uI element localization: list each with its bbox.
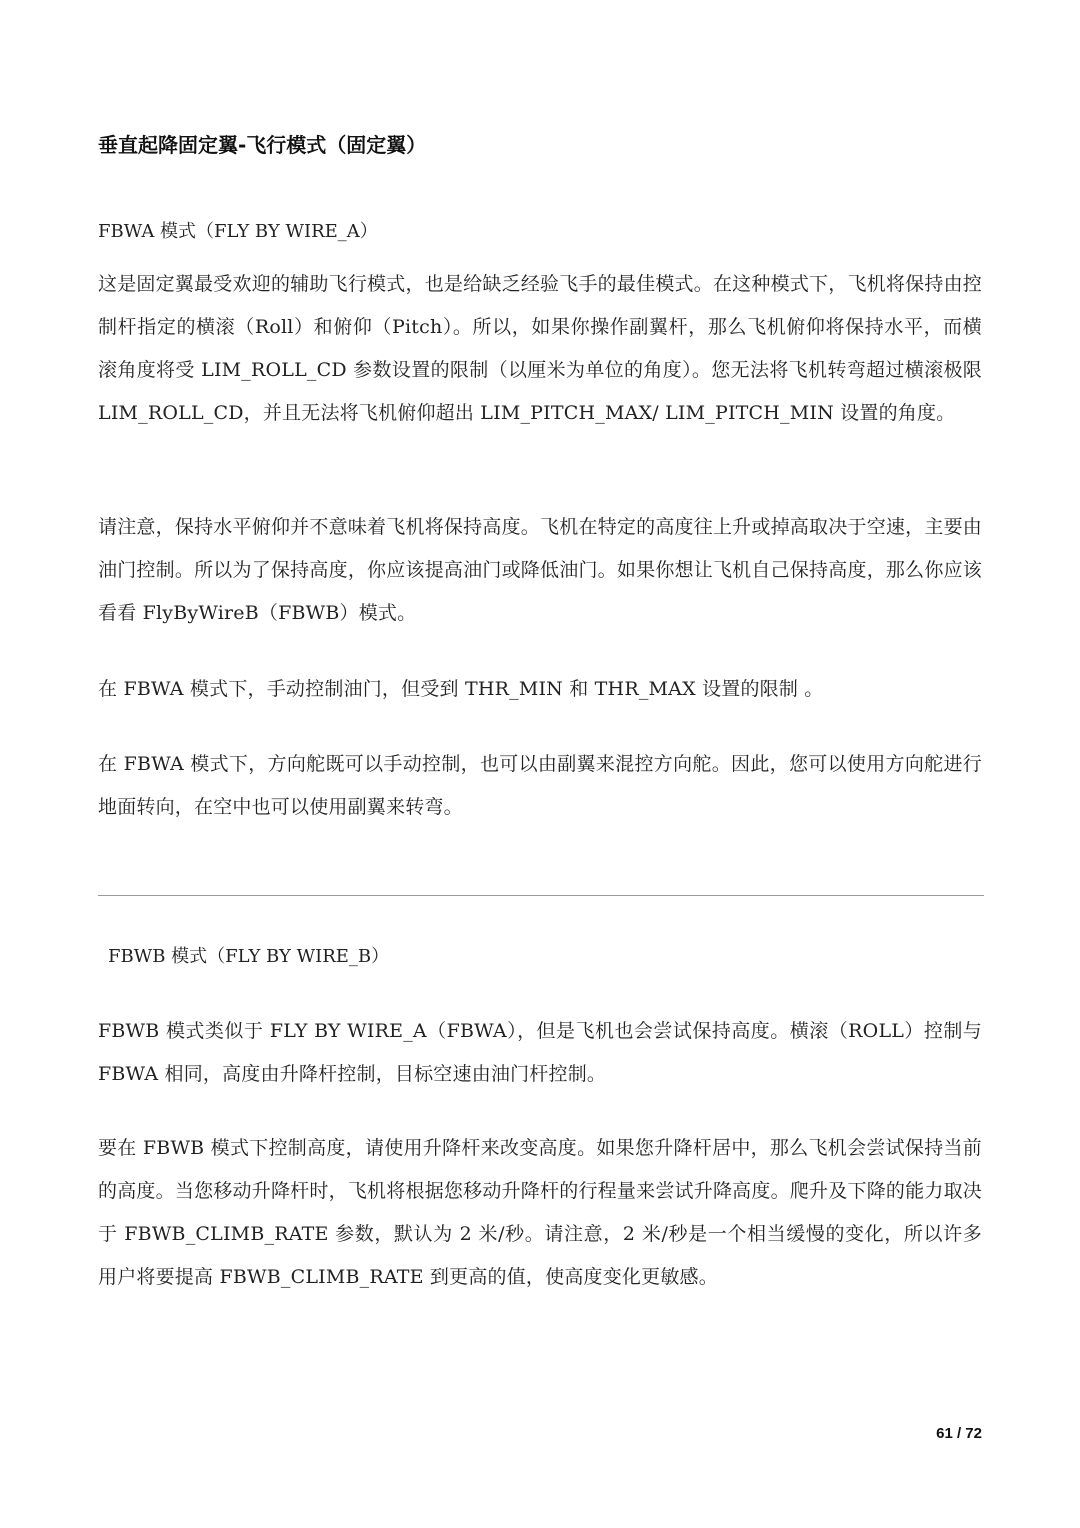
fbwa-paragraph-2: 请注意，保持水平俯仰并不意味着飞机将保持高度。飞机在特定的高度往上升或掉高取决于空速，主要由油门控制。所以为了保持高度，你应该提高油门或降低油门。如果你想让飞机自己保持高度，那么你应该看看 FlyByWireB（FBWB）模式。 bbox=[98, 516, 982, 624]
page-number: 61 / 72 bbox=[936, 1425, 982, 1442]
page-title: 垂直起降固定翼-飞行模式（固定翼） bbox=[98, 133, 427, 157]
section-divider bbox=[98, 895, 984, 896]
fbwa-paragraph-1: 这是固定翼最受欢迎的辅助飞行模式，也是给缺乏经验飞手的最佳模式。在这种模式下，飞机将保持由控制杆指定的横滚（Roll）和俯仰（Pitch）。所以，如果你操作副翼杆，那么飞机俯仰将保持水平，而横滚角度将受 LIM_ROLL_CD 参数设置的限制（以厘米为单位的角度）。您无法将飞机转弯超过横滚极限 LIM_ROLL_CD，并且无法将飞机俯仰超出 LIM_PITCH_MAX/ LIM_PITCH_MIN 设置的角度。 bbox=[98, 273, 982, 424]
fbwa-paragraph-4: 在 FBWA 模式下，方向舵既可以手动控制，也可以由副翼来混控方向舵。因此，您可以使用方向舵进行地面转向，在空中也可以使用副翼来转弯。 bbox=[98, 753, 982, 818]
fbwa-heading: FBWA 模式（FLY BY WIRE_A） bbox=[98, 221, 378, 242]
fbwb-paragraph-2: 要在 FBWB 模式下控制高度，请使用升降杆来改变高度。如果您升降杆居中，那么飞机会尝试保持当前的高度。当您移动升降杆时，飞机将根据您移动升降杆的行程量来尝试升降高度。爬升及下降的能力取决于 FBWB_CLIMB_RATE 参数，默认为 2 米/秒。请注意，2 米/秒是一个相当缓慢的变化，所以许多用户将要提高 FBWB_CLIMB_RATE 到更高的值，使高度变化更敏感。 bbox=[98, 1137, 982, 1288]
fbwb-paragraph-1: FBWB 模式类似于 FLY BY WIRE_A（FBWA），但是飞机也会尝试保持高度。横滚（ROLL）控制与 FBWA 相同，高度由升降杆控制，目标空速由油门杆控制。 bbox=[98, 1020, 982, 1085]
fbwb-heading: FBWB 模式（FLY BY WIRE_B） bbox=[108, 946, 390, 967]
fbwa-paragraph-3: 在 FBWA 模式下，手动控制油门，但受到 THR_MIN 和 THR_MAX 设置的限制 。 bbox=[98, 678, 824, 700]
